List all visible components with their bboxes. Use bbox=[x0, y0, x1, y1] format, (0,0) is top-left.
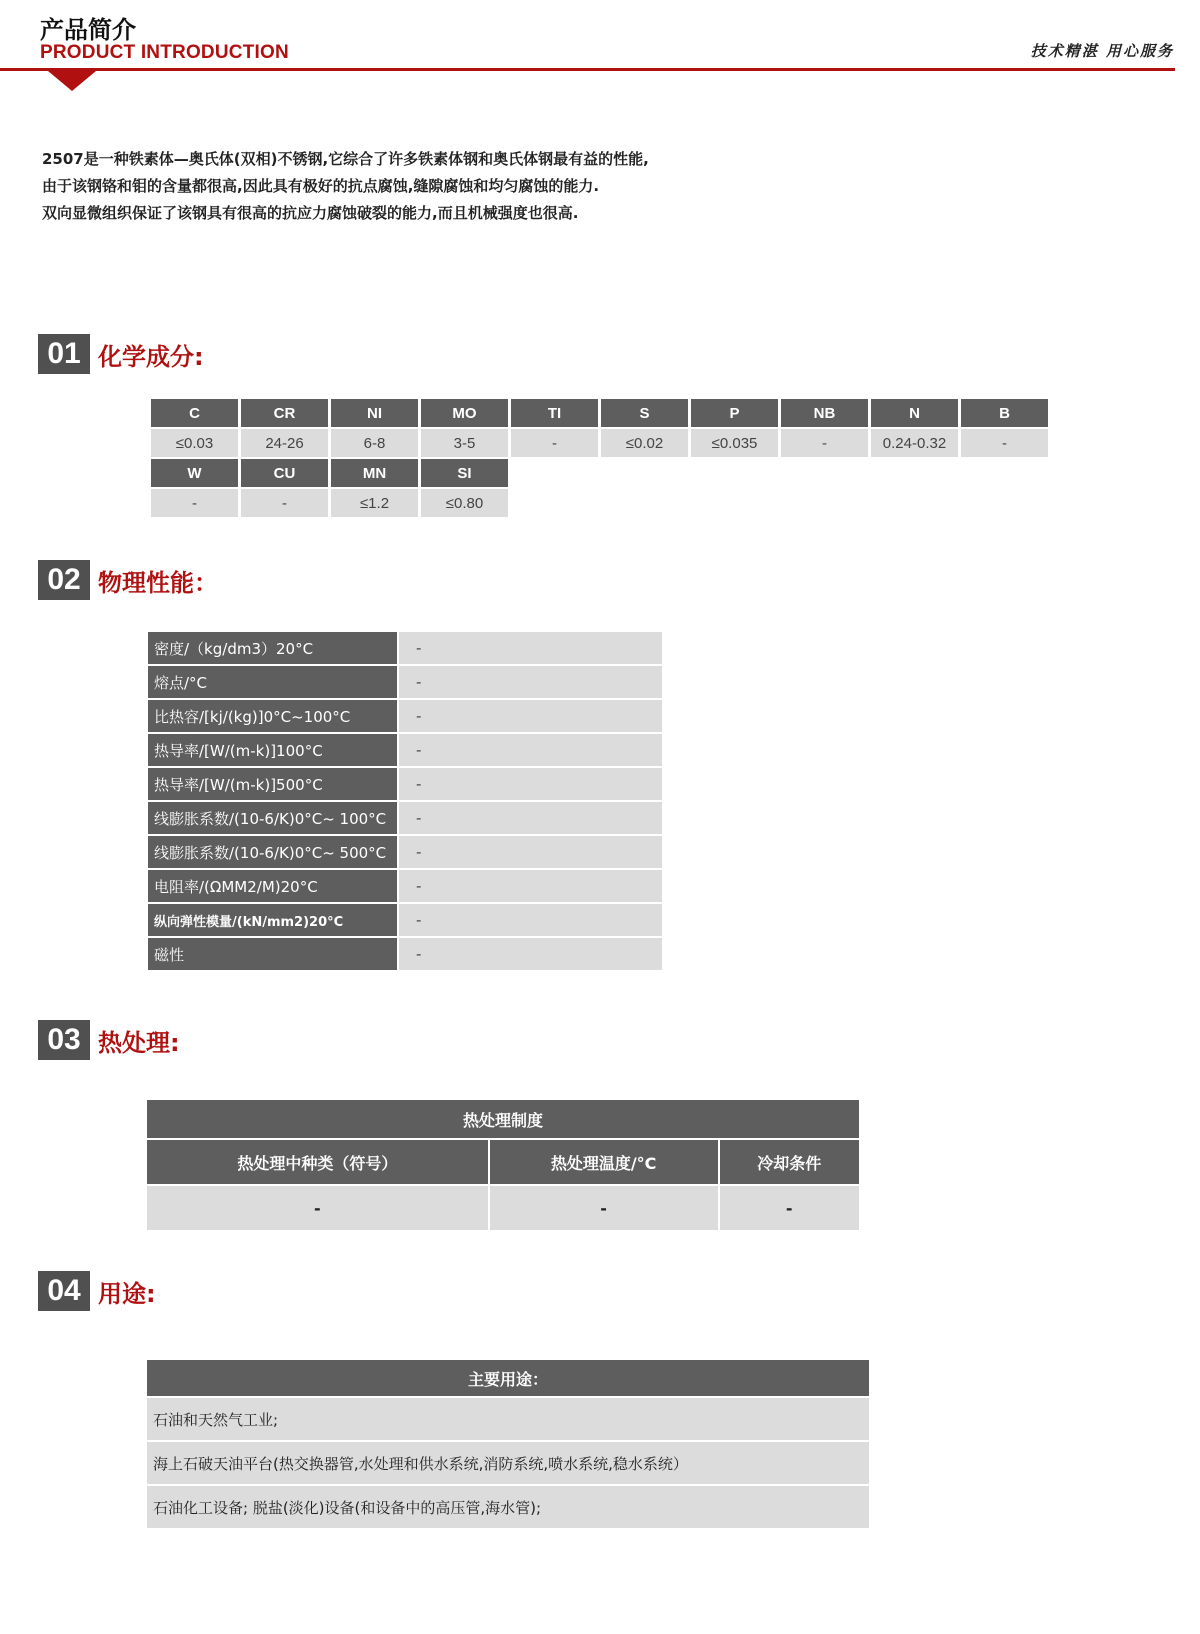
chem-value: ≤0.80 bbox=[421, 489, 508, 517]
section-physical-heading bbox=[38, 560, 218, 600]
heat-value: - bbox=[489, 1185, 719, 1230]
chem-header: MO bbox=[421, 399, 508, 427]
uses-table bbox=[147, 1360, 869, 1530]
section-number: 02 bbox=[38, 560, 90, 600]
physical-row bbox=[148, 870, 662, 902]
chem-value: - bbox=[151, 489, 238, 517]
heat-value: - bbox=[147, 1185, 489, 1230]
section-title: 用途: bbox=[98, 1279, 156, 1308]
property-value: - bbox=[399, 802, 662, 834]
chem-value: 6-8 bbox=[331, 429, 418, 457]
intro-line: 2507是一种铁素体—奥氏体(双相)不锈钢,它综合了许多铁素体钢和奥氏体钢最有益的性能, bbox=[42, 150, 649, 168]
property-label: 电阻率/(ΩMM2/M)20°C bbox=[148, 870, 399, 902]
slogan: 技术精湛 用心服务 bbox=[1030, 42, 1174, 60]
empty-cell bbox=[781, 459, 868, 487]
empty-cell bbox=[871, 459, 958, 487]
physical-row bbox=[148, 768, 662, 800]
physical-row bbox=[148, 666, 662, 698]
header-divider bbox=[0, 68, 1175, 71]
section-title: 物理性能： bbox=[98, 568, 218, 597]
property-label: 熔点/°C bbox=[148, 666, 399, 698]
property-value: - bbox=[399, 632, 662, 664]
property-label: 线膨胀系数/(10-6/K)0°C~ 100°C bbox=[148, 802, 399, 834]
chem-value: ≤0.03 bbox=[151, 429, 238, 457]
property-value: - bbox=[399, 836, 662, 868]
chem-header: NB bbox=[781, 399, 868, 427]
property-label: 线膨胀系数/(10-6/K)0°C~ 500°C bbox=[148, 836, 399, 868]
property-label: 纵向弹性模量/(kN/mm2)20°C bbox=[148, 904, 399, 936]
empty-cell bbox=[691, 489, 778, 517]
header-pointer bbox=[48, 71, 96, 91]
chem-value: ≤0.035 bbox=[691, 429, 778, 457]
section-chemical-heading bbox=[38, 334, 204, 374]
heat-table-caption: 热处理制度 bbox=[147, 1100, 859, 1139]
section-uses-heading bbox=[38, 1271, 156, 1311]
property-label: 磁性 bbox=[148, 938, 399, 970]
property-label: 热导率/[W/(m-k)]500°C bbox=[148, 768, 399, 800]
chem-header: S bbox=[601, 399, 688, 427]
chem-header: TI bbox=[511, 399, 598, 427]
chem-value: - bbox=[241, 489, 328, 517]
chem-value: 24-26 bbox=[241, 429, 328, 457]
empty-cell bbox=[601, 489, 688, 517]
chem-value: - bbox=[961, 429, 1048, 457]
chem-header: N bbox=[871, 399, 958, 427]
property-value: - bbox=[399, 904, 662, 936]
property-label: 密度/（kg/dm3）20°C bbox=[148, 632, 399, 664]
uses-caption: 主要用途： bbox=[147, 1360, 869, 1396]
physical-row bbox=[148, 734, 662, 766]
intro-line: 双向显微组织保证了该钢具有很高的抗应力腐蚀破裂的能力,而且机械强度也很高. bbox=[42, 204, 579, 222]
chem-value: ≤0.02 bbox=[601, 429, 688, 457]
chem-header: CU bbox=[241, 459, 328, 487]
property-value: - bbox=[399, 768, 662, 800]
property-value: - bbox=[399, 666, 662, 698]
use-item: 石油和天然气工业; bbox=[147, 1398, 869, 1440]
heat-header: 热处理中种类（符号） bbox=[147, 1139, 489, 1185]
heat-value: - bbox=[719, 1185, 860, 1230]
chem-header: CR bbox=[241, 399, 328, 427]
chemical-header-row bbox=[151, 459, 1048, 487]
section-heat-heading bbox=[38, 1020, 180, 1060]
section-title: 热处理: bbox=[98, 1028, 180, 1057]
physical-row bbox=[148, 632, 662, 664]
section-number: 01 bbox=[38, 334, 90, 374]
section-title: 化学成分: bbox=[98, 342, 204, 371]
heat-header: 冷却条件 bbox=[719, 1139, 860, 1185]
heat-header-row bbox=[147, 1139, 859, 1185]
empty-cell bbox=[691, 459, 778, 487]
section-number: 03 bbox=[38, 1020, 90, 1060]
chem-header: MN bbox=[331, 459, 418, 487]
heat-header: 热处理温度/°C bbox=[489, 1139, 719, 1185]
empty-cell bbox=[871, 489, 958, 517]
intro-text bbox=[42, 146, 649, 227]
property-value: - bbox=[399, 938, 662, 970]
use-item: 石油化工设备; 脱盐(淡化)设备(和设备中的高压管,海水管); bbox=[147, 1486, 869, 1528]
section-number: 04 bbox=[38, 1271, 90, 1311]
heat-treatment-table bbox=[147, 1100, 859, 1230]
property-value: - bbox=[399, 700, 662, 732]
empty-cell bbox=[961, 459, 1048, 487]
physical-row bbox=[148, 904, 662, 936]
physical-row bbox=[148, 700, 662, 732]
chem-header: B bbox=[961, 399, 1048, 427]
chemical-header-row bbox=[151, 399, 1048, 427]
chem-header: P bbox=[691, 399, 778, 427]
chem-header: SI bbox=[421, 459, 508, 487]
chem-value: 3-5 bbox=[421, 429, 508, 457]
page-title-cn: 产品简介 bbox=[40, 16, 136, 44]
physical-row bbox=[148, 802, 662, 834]
chem-value: - bbox=[511, 429, 598, 457]
empty-cell bbox=[511, 489, 598, 517]
chem-value: 0.24-0.32 bbox=[871, 429, 958, 457]
empty-cell bbox=[961, 489, 1048, 517]
physical-row bbox=[148, 836, 662, 868]
property-label: 热导率/[W/(m-k)]100°C bbox=[148, 734, 399, 766]
chem-header: C bbox=[151, 399, 238, 427]
property-label: 比热容/[kj/(kg)]0°C~100°C bbox=[148, 700, 399, 732]
chem-value: - bbox=[781, 429, 868, 457]
physical-table bbox=[148, 630, 662, 972]
intro-line: 由于该钢铬和钼的含量都很高,因此具有极好的抗点腐蚀,缝隙腐蚀和均匀腐蚀的能力. bbox=[42, 177, 600, 195]
empty-cell bbox=[601, 459, 688, 487]
chemical-value-row bbox=[151, 489, 1048, 517]
chem-header: W bbox=[151, 459, 238, 487]
property-value: - bbox=[399, 870, 662, 902]
empty-cell bbox=[511, 459, 598, 487]
chem-value: ≤1.2 bbox=[331, 489, 418, 517]
use-item: 海上石破天油平台(热交换器管,水处理和供水系统,消防系统,喷水系统,稳水系统） bbox=[147, 1442, 869, 1484]
property-value: - bbox=[399, 734, 662, 766]
empty-cell bbox=[781, 489, 868, 517]
page-title-en: PRODUCT INTRODUCTION bbox=[40, 42, 289, 63]
chem-header: NI bbox=[331, 399, 418, 427]
chemical-value-row bbox=[151, 429, 1048, 457]
chemical-table bbox=[148, 397, 1051, 519]
heat-value-row bbox=[147, 1185, 859, 1230]
physical-row bbox=[148, 938, 662, 970]
